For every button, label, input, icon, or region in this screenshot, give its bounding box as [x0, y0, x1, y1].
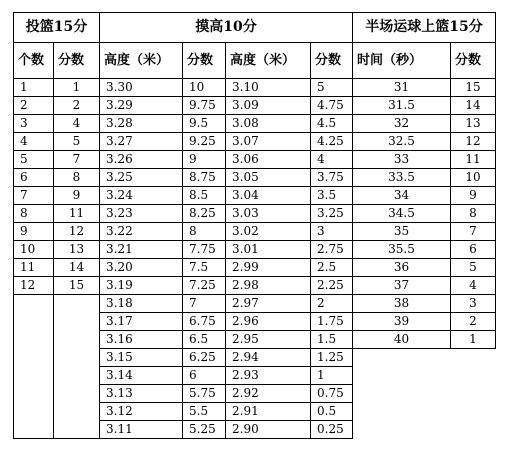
- col-time: 时间（秒）: [353, 43, 451, 79]
- table-body: [14, 79, 496, 439]
- table-row: [14, 97, 496, 115]
- cell-height-b: 3.06: [226, 151, 311, 169]
- cell-height-a: 3.21: [100, 241, 183, 259]
- cell-score-dribble: 4: [451, 277, 496, 295]
- cell-score-height-b: 0.5: [311, 403, 353, 421]
- col-height-a: 高度（米）: [100, 43, 183, 79]
- table-row: [14, 295, 496, 313]
- cell-score-shooting: 11: [54, 205, 100, 223]
- table-row: [14, 169, 496, 187]
- cell-time: 33.5: [353, 169, 451, 187]
- cell-score-height-b: 1: [311, 367, 353, 385]
- cell-count: 7: [14, 187, 54, 205]
- cell-height-a: 3.29: [100, 97, 183, 115]
- cell-score-dribble: 6: [451, 241, 496, 259]
- cell-score-height-a: 6: [183, 367, 226, 385]
- cell-height-a: 3.19: [100, 277, 183, 295]
- cell-score-height-b: 2: [311, 295, 353, 313]
- cell-height-b: 2.93: [226, 367, 311, 385]
- cell-score-shooting: 2: [54, 97, 100, 115]
- cell-score-height-a: 7.75: [183, 241, 226, 259]
- col-count: 个数: [14, 43, 54, 79]
- cell-score-height-b: 3: [311, 223, 353, 241]
- cell-height-a: 3.15: [100, 349, 183, 367]
- cell-count: 4: [14, 133, 54, 151]
- cell-count: 2: [14, 97, 54, 115]
- cell-score-height-a: 9: [183, 151, 226, 169]
- cell-count: 9: [14, 223, 54, 241]
- cell-time: 31: [353, 79, 451, 97]
- cell-score-height-a: 8: [183, 223, 226, 241]
- cell-score-height-b: 1.5: [311, 331, 353, 349]
- cell-height-b: 2.96: [226, 313, 311, 331]
- cell-count: 6: [14, 169, 54, 187]
- cell-score-height-b: 4.5: [311, 115, 353, 133]
- cell-height-b: 2.98: [226, 277, 311, 295]
- cell-time: 31.5: [353, 97, 451, 115]
- cell-score-height-a: 7: [183, 295, 226, 313]
- cell-score-height-a: 9.25: [183, 133, 226, 151]
- table-row: [14, 79, 496, 97]
- cell-score-shooting: 4: [54, 115, 100, 133]
- cell-score-dribble: 10: [451, 169, 496, 187]
- cell-score-height-b: 4: [311, 151, 353, 169]
- cell-score-height-a: 5.25: [183, 421, 226, 439]
- cell-height-a: 3.27: [100, 133, 183, 151]
- cell-score-dribble: 2: [451, 313, 496, 331]
- cell-score-height-b: 0.75: [311, 385, 353, 403]
- cell-time: 36: [353, 259, 451, 277]
- cell-height-a: 3.30: [100, 79, 183, 97]
- cell-score-height-a: 7.5: [183, 259, 226, 277]
- cell-score-dribble: 8: [451, 205, 496, 223]
- cell-count: 1: [14, 79, 54, 97]
- cell-score-height-a: 8.25: [183, 205, 226, 223]
- cell-time: 39: [353, 313, 451, 331]
- cell-height-b: 2.97: [226, 295, 311, 313]
- scoring-table: [13, 12, 496, 439]
- cell-time: 38: [353, 295, 451, 313]
- empty-cell: [353, 349, 496, 439]
- cell-score-height-a: 8.5: [183, 187, 226, 205]
- cell-height-b: 2.90: [226, 421, 311, 439]
- col-score-shooting: 分数: [54, 43, 100, 79]
- cell-height-b: 3.10: [226, 79, 311, 97]
- cell-score-shooting: 15: [54, 277, 100, 295]
- cell-score-height-b: 1.75: [311, 313, 353, 331]
- cell-score-height-b: 3.75: [311, 169, 353, 187]
- cell-score-shooting: 8: [54, 169, 100, 187]
- cell-score-height-a: 6.75: [183, 313, 226, 331]
- cell-time: 33: [353, 151, 451, 169]
- shooting-header: 投篮15分: [14, 13, 100, 43]
- cell-score-height-b: 2.75: [311, 241, 353, 259]
- cell-score-shooting: 1: [54, 79, 100, 97]
- cell-count: 5: [14, 151, 54, 169]
- cell-score-shooting: 9: [54, 187, 100, 205]
- col-height-b: 高度（米）: [226, 43, 311, 79]
- cell-height-a: 3.13: [100, 385, 183, 403]
- cell-height-a: 3.16: [100, 331, 183, 349]
- cell-score-dribble: 3: [451, 295, 496, 313]
- cell-score-shooting: 5: [54, 133, 100, 151]
- table-row: [14, 205, 496, 223]
- cell-score-height-a: 5.5: [183, 403, 226, 421]
- table-row: [14, 277, 496, 295]
- cell-height-a: 3.23: [100, 205, 183, 223]
- table-row: [14, 259, 496, 277]
- cell-time: 35.5: [353, 241, 451, 259]
- cell-score-dribble: 12: [451, 133, 496, 151]
- cell-score-dribble: 14: [451, 97, 496, 115]
- cell-height-b: 3.05: [226, 169, 311, 187]
- cell-time: 34: [353, 187, 451, 205]
- cell-count: 11: [14, 259, 54, 277]
- cell-score-height-a: 6.5: [183, 331, 226, 349]
- cell-score-shooting: 12: [54, 223, 100, 241]
- cell-height-b: 3.01: [226, 241, 311, 259]
- cell-time: 34.5: [353, 205, 451, 223]
- cell-score-dribble: 11: [451, 151, 496, 169]
- group-header-row: [14, 13, 496, 43]
- cell-height-b: 2.92: [226, 385, 311, 403]
- cell-score-height-a: 8.75: [183, 169, 226, 187]
- cell-height-b: 3.07: [226, 133, 311, 151]
- cell-height-a: 3.18: [100, 295, 183, 313]
- cell-height-b: 2.95: [226, 331, 311, 349]
- cell-score-height-b: 4.75: [311, 97, 353, 115]
- empty-cell: [54, 295, 100, 439]
- cell-height-a: 3.26: [100, 151, 183, 169]
- cell-score-height-b: 3.5: [311, 187, 353, 205]
- empty-cell: [14, 295, 54, 439]
- cell-height-a: 3.25: [100, 169, 183, 187]
- cell-score-dribble: 13: [451, 115, 496, 133]
- cell-height-b: 2.91: [226, 403, 311, 421]
- cell-count: 12: [14, 277, 54, 295]
- column-header-row: [14, 43, 496, 79]
- cell-height-a: 3.11: [100, 421, 183, 439]
- cell-score-dribble: 7: [451, 223, 496, 241]
- cell-score-height-b: 3.25: [311, 205, 353, 223]
- cell-score-height-b: 2.25: [311, 277, 353, 295]
- cell-time: 37: [353, 277, 451, 295]
- cell-score-shooting: 14: [54, 259, 100, 277]
- cell-height-b: 3.08: [226, 115, 311, 133]
- cell-height-b: 3.09: [226, 97, 311, 115]
- cell-score-height-a: 7.25: [183, 277, 226, 295]
- cell-height-a: 3.28: [100, 115, 183, 133]
- table-row: [14, 151, 496, 169]
- col-score-height-a: 分数: [183, 43, 226, 79]
- cell-score-height-b: 2.5: [311, 259, 353, 277]
- cell-height-a: 3.14: [100, 367, 183, 385]
- cell-score-height-a: 9.75: [183, 97, 226, 115]
- cell-height-a: 3.20: [100, 259, 183, 277]
- cell-count: 3: [14, 115, 54, 133]
- cell-time: 35: [353, 223, 451, 241]
- cell-score-dribble: 1: [451, 331, 496, 349]
- cell-score-dribble: 5: [451, 259, 496, 277]
- table-row: [14, 241, 496, 259]
- cell-score-dribble: 15: [451, 79, 496, 97]
- cell-time: 32: [353, 115, 451, 133]
- cell-height-a: 3.12: [100, 403, 183, 421]
- cell-height-a: 3.24: [100, 187, 183, 205]
- cell-height-b: 2.94: [226, 349, 311, 367]
- cell-score-dribble: 9: [451, 187, 496, 205]
- col-score-dribble: 分数: [451, 43, 496, 79]
- table-row: [14, 187, 496, 205]
- cell-time: 32.5: [353, 133, 451, 151]
- cell-time: 40: [353, 331, 451, 349]
- cell-score-height-a: 6.25: [183, 349, 226, 367]
- cell-height-b: 2.99: [226, 259, 311, 277]
- cell-score-height-b: 5: [311, 79, 353, 97]
- cell-height-b: 3.04: [226, 187, 311, 205]
- table-row: [14, 115, 496, 133]
- cell-score-shooting: 13: [54, 241, 100, 259]
- cell-score-height-b: 1.25: [311, 349, 353, 367]
- cell-height-a: 3.17: [100, 313, 183, 331]
- touch-height-header: 摸高10分: [100, 13, 353, 43]
- col-score-height-b: 分数: [311, 43, 353, 79]
- cell-height-b: 3.02: [226, 223, 311, 241]
- cell-score-height-a: 5.75: [183, 385, 226, 403]
- cell-score-height-a: 9.5: [183, 115, 226, 133]
- cell-score-height-b: 4.25: [311, 133, 353, 151]
- cell-score-height-a: 10: [183, 79, 226, 97]
- cell-count: 8: [14, 205, 54, 223]
- cell-score-shooting: 7: [54, 151, 100, 169]
- cell-height-b: 3.03: [226, 205, 311, 223]
- table-row: [14, 133, 496, 151]
- dribble-layup-header: 半场运球上篮15分: [353, 13, 496, 43]
- table-row: [14, 223, 496, 241]
- cell-height-a: 3.22: [100, 223, 183, 241]
- cell-count: 10: [14, 241, 54, 259]
- cell-score-height-b: 0.25: [311, 421, 353, 439]
